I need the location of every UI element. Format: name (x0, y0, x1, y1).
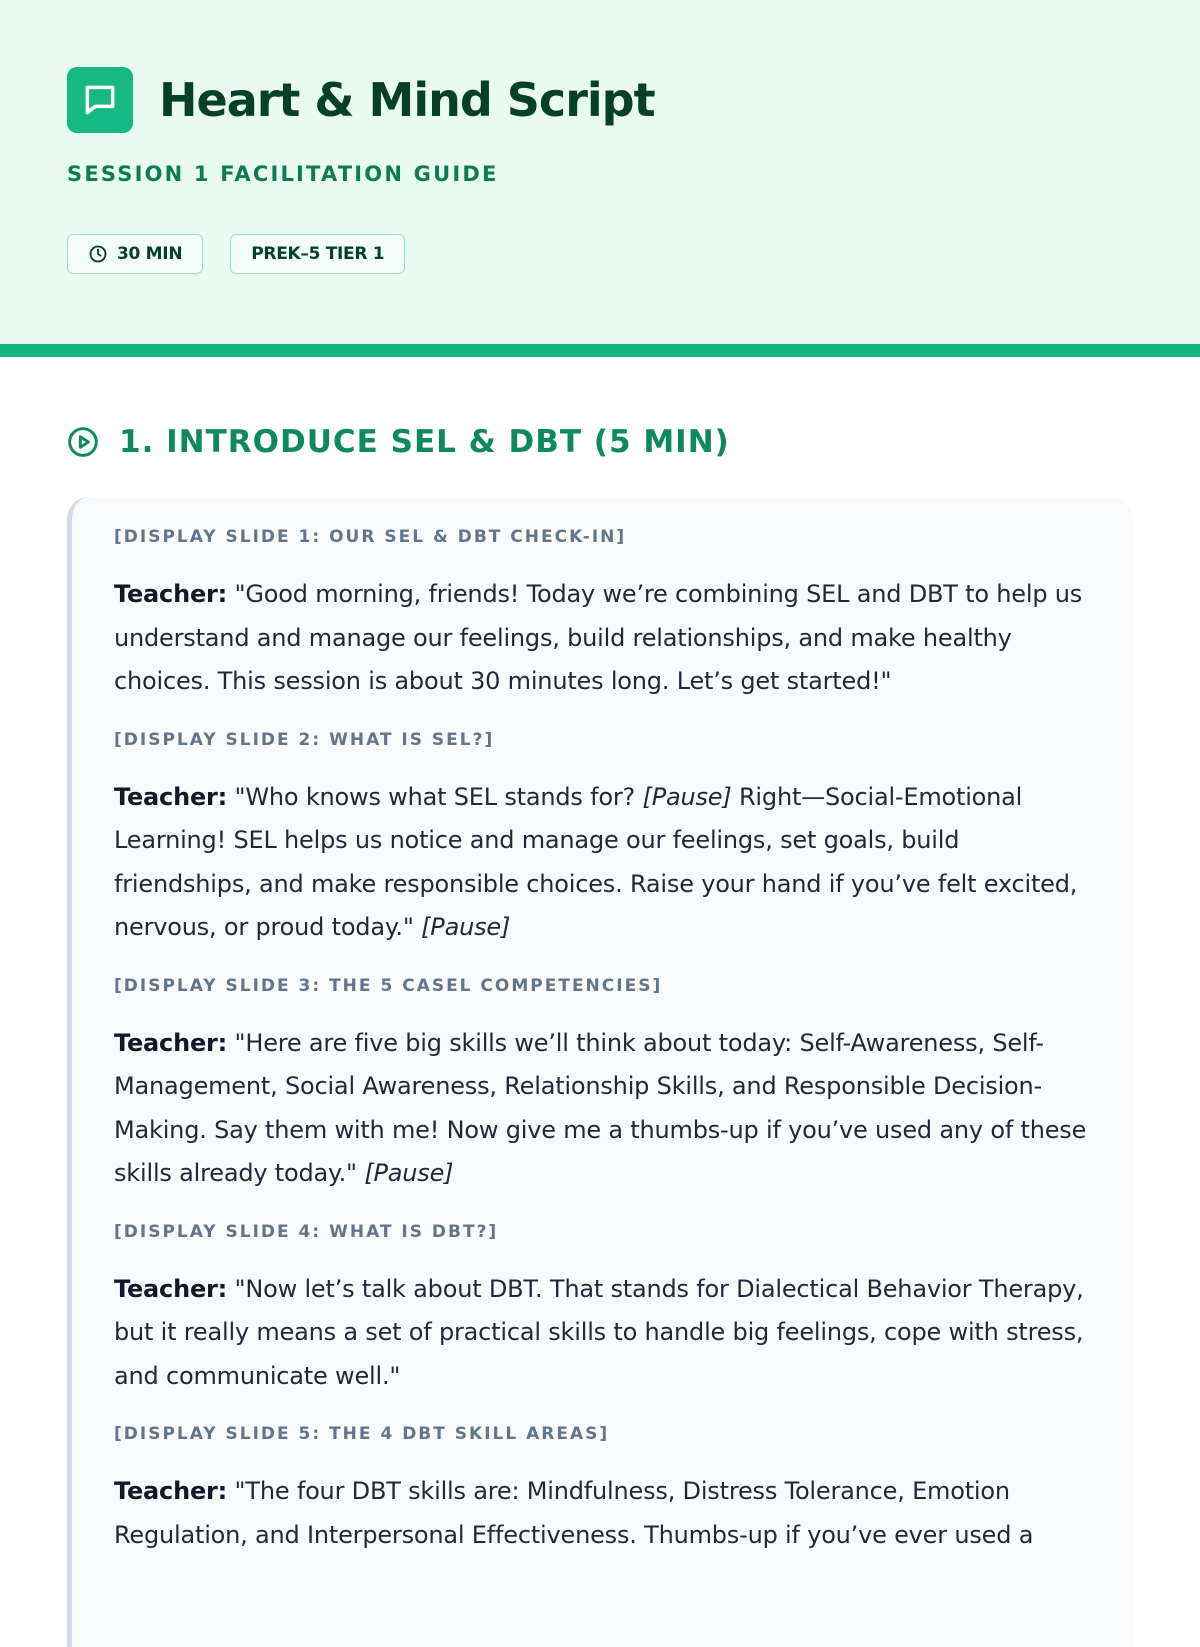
page-subtitle: SESSION 1 FACILITATION GUIDE (67, 162, 499, 186)
brand-row (67, 67, 655, 133)
line-text: "Who knows what SEL stands for? (227, 782, 643, 811)
teacher-line (114, 1268, 1095, 1399)
section-title: 1. INTRODUCE SEL & DBT (5 MIN) (119, 424, 730, 460)
speaker-label: Teacher: (114, 1274, 228, 1303)
slide-cue: [DISPLAY SLIDE 5: THE 4 DBT SKILL AREAS] (114, 1424, 610, 1444)
duration-badge-label: 30 MIN (117, 244, 183, 264)
page-title: Heart & Mind Script (159, 73, 655, 127)
clock-icon (88, 244, 108, 264)
tier-badge (230, 234, 405, 274)
speaker-label: Teacher: (114, 580, 228, 608)
slide-cue: [DISPLAY SLIDE 1: OUR SEL & DBT CHECK-IN] (114, 527, 627, 547)
teacher-line (114, 573, 1095, 704)
line-text: "The four DBT skills are: Mindfulness, Distress Tolerance, Emotion Regulation, and Interpersonal Effectiveness. Thumbs-up if you’ve ever used a (114, 1477, 1034, 1549)
speaker-label: Teacher: (114, 782, 228, 811)
speaker-label: Teacher: (114, 1477, 228, 1505)
teacher-line (114, 1470, 1095, 1557)
slide-cue: [DISPLAY SLIDE 3: THE 5 CASEL COMPETENCIES] (114, 975, 663, 996)
slide-cue: [DISPLAY SLIDE 2: WHAT IS SEL?] (114, 729, 495, 750)
chat-bubble-icon (67, 67, 133, 133)
play-circle-icon (67, 426, 99, 458)
duration-badge (67, 234, 203, 274)
line-text: "Here are five big skills we’ll think about today: Self-Awareness, Self-Management, Social Awareness, Relationship Skills, and Responsible Decision-Making. Say them with me! Now give me a thumbs-up if you’ve used any of these skills already today." (114, 1028, 1087, 1187)
script-card (67, 497, 1133, 1647)
teacher-line (114, 1022, 1095, 1196)
line-text: Right—Social-Emotional Learning! SEL helps us notice and manage our feelings, set goals, build friendships, and make responsible choices. Raise your hand if you’ve felt excited, nervous, or proud today." (114, 782, 1078, 941)
teacher-line (114, 776, 1095, 950)
page-header (0, 0, 1200, 357)
section-heading (67, 424, 730, 460)
speaker-label: Teacher: (114, 1028, 228, 1057)
line-text: "Now let’s talk about DBT. That stands for Dialectical Behavior Therapy, but it really means a set of practical skills to handle big feelings, cope with stress, and communicate well." (114, 1274, 1084, 1390)
stage-direction: [Pause] (364, 1159, 454, 1187)
stage-direction: [Pause] (421, 913, 511, 941)
badge-row (67, 234, 405, 274)
line-text: "Good morning, friends! Today we’re combining SEL and DBT to help us understand and manage our feelings, build relationships, and make healthy choices. This session is about 30 minutes long. Let’s get started!" (114, 580, 1083, 695)
stage-direction: [Pause] (642, 782, 732, 811)
tier-badge-label: PREK–5 TIER 1 (251, 244, 385, 264)
slide-cue: [DISPLAY SLIDE 4: WHAT IS DBT?] (114, 1221, 499, 1242)
